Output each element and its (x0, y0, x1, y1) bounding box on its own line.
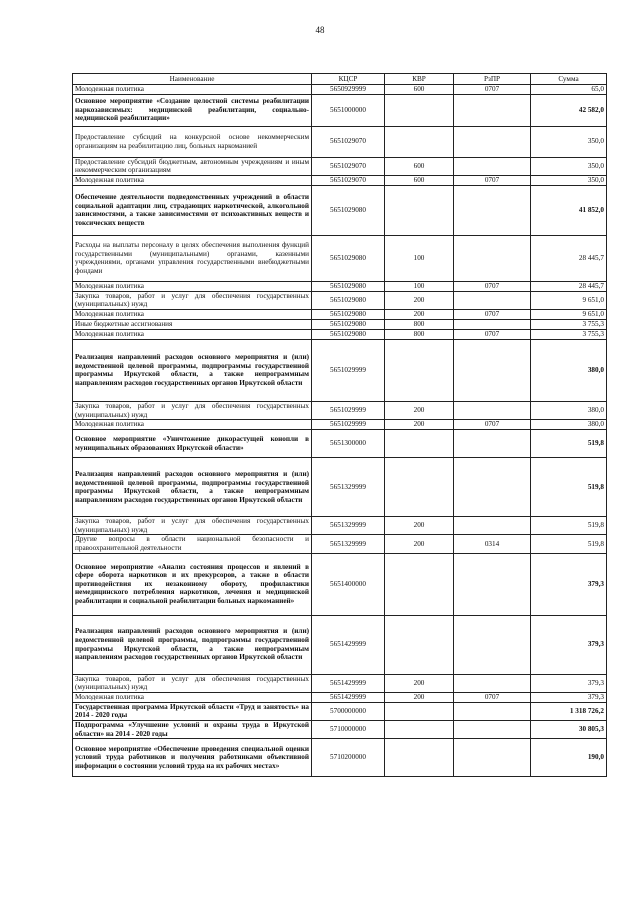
row-kvr-cell (385, 615, 454, 674)
row-kcsr-cell: 5650929999 (312, 85, 385, 95)
row-rppr-cell (454, 235, 531, 281)
table-row (73, 185, 607, 235)
row-kcsr-cell: 5651029070 (312, 126, 385, 157)
table-row (73, 720, 607, 738)
table-row (73, 535, 607, 553)
row-rppr-cell (454, 553, 531, 615)
row-rppr-cell (454, 674, 531, 692)
row-name-cell: Закупка товаров, работ и услуг для обеспечения государственных (муниципальных) нужд (73, 517, 312, 535)
table-row (73, 615, 607, 674)
row-rppr-cell (454, 702, 531, 720)
row-rppr-cell (454, 430, 531, 458)
row-name-cell: Молодежная политика (73, 329, 312, 339)
row-kcsr-cell: 5651000000 (312, 94, 385, 126)
row-name-cell: Молодежная политика (73, 281, 312, 291)
row-kcsr-cell: 5651029080 (312, 309, 385, 319)
row-kcsr-cell: 5651029999 (312, 401, 385, 419)
table-row (73, 175, 607, 185)
table-row (73, 401, 607, 419)
row-kvr-cell: 200 (385, 401, 454, 419)
row-kvr-cell: 200 (385, 535, 454, 553)
row-kcsr-cell: 5651029080 (312, 329, 385, 339)
row-sum-cell: 28 445,7 (531, 281, 607, 291)
row-rppr-cell (454, 291, 531, 309)
table-row (73, 553, 607, 615)
row-rppr-cell: 0707 (454, 420, 531, 430)
row-sum-cell: 519,8 (531, 535, 607, 553)
row-kvr-cell: 200 (385, 517, 454, 535)
row-rppr-cell (454, 185, 531, 235)
row-sum-cell: 350,0 (531, 175, 607, 185)
table-row (73, 85, 607, 95)
row-rppr-cell: 0707 (454, 281, 531, 291)
row-sum-cell: 350,0 (531, 126, 607, 157)
row-rppr-cell (454, 739, 531, 777)
row-kcsr-cell: 5651329999 (312, 517, 385, 535)
row-name-cell: Реализация направлений расходов основного мероприятия и (или) ведомственной целевой программы, подпрограммы государственной программы Иркутской области, а также непрограммным направлениям расходов государственных органов Иркутской области (73, 339, 312, 401)
row-rppr-cell (454, 401, 531, 419)
row-kcsr-cell: 5651300000 (312, 430, 385, 458)
row-kvr-cell: 100 (385, 235, 454, 281)
row-name-cell: Основное мероприятие «Создание целостной системы реабилитации наркозависимых: медицинской реабилитации, социально-медицинской реабилитации» (73, 94, 312, 126)
row-rppr-cell: 0707 (454, 329, 531, 339)
row-kcsr-cell: 5651029080 (312, 235, 385, 281)
row-rppr-cell: 0707 (454, 175, 531, 185)
row-kvr-cell (385, 185, 454, 235)
row-name-cell: Обеспечение деятельности подведомственных учреждений в области социальной адаптации лиц, страдающих наркотической, алкогольной зависимостями, а также зависимостями от психоактивных веществ и токсических веществ (73, 185, 312, 235)
row-name-cell: Закупка товаров, работ и услуг для обеспечения государственных (муниципальных) нужд (73, 291, 312, 309)
table-header-row (73, 74, 607, 85)
table-row (73, 235, 607, 281)
row-rppr-cell (454, 94, 531, 126)
row-name-cell: Реализация направлений расходов основного мероприятия и (или) ведомственной целевой программы, подпрограммы государственной программы Иркутской области, а также непрограммным направлениям расходов государственных органов Иркутской области (73, 458, 312, 517)
table-row (73, 319, 607, 329)
row-name-cell: Предоставление субсидий на конкурсной основе некоммерческим организациям на реабилитацию лиц, больных наркоманией (73, 126, 312, 157)
column-header-rppr: РзПР (454, 74, 531, 85)
row-sum-cell: 379,3 (531, 692, 607, 702)
row-name-cell: Расходы на выплаты персоналу в целях обеспечения выполнения функций государственными (муниципальными) органами, казенными учреждениями, органами управления государственными внебюджетными фондами (73, 235, 312, 281)
row-name-cell: Основное мероприятие «Анализ состояния процессов и явлений в сфере оборота наркотиков и их прекурсоров, а также в области противодействия их незаконному обороту, профилактики немедицинского потребления наркотиков, лечения и медицинской реабилитации и социальной реабилитации больных наркоманией» (73, 553, 312, 615)
row-kvr-cell (385, 94, 454, 126)
row-kcsr-cell: 5651029080 (312, 291, 385, 309)
table-row (73, 281, 607, 291)
row-sum-cell: 380,0 (531, 420, 607, 430)
row-name-cell: Основное мероприятие «Обеспечение проведения специальной оценки условий труда работников и получения работниками объективной информации о состоянии условий труда на их рабочих местах» (73, 739, 312, 777)
row-kcsr-cell: 5651029080 (312, 319, 385, 329)
row-kcsr-cell: 5651029070 (312, 157, 385, 175)
row-sum-cell: 42 582,0 (531, 94, 607, 126)
row-rppr-cell: 0707 (454, 85, 531, 95)
column-header-name: Наименование (73, 74, 312, 85)
row-kcsr-cell: 5651429999 (312, 615, 385, 674)
row-sum-cell: 9 651,0 (531, 309, 607, 319)
row-name-cell: Предоставление субсидий бюджетным, автономным учреждениям и иным некоммерческим организациям (73, 157, 312, 175)
row-name-cell: Подпрограмма «Улучшение условий и охраны труда в Иркутской области» на 2014 - 2020 годы (73, 720, 312, 738)
row-sum-cell: 3 755,3 (531, 319, 607, 329)
row-name-cell: Закупка товаров, работ и услуг для обеспечения государственных (муниципальных) нужд (73, 401, 312, 419)
row-kvr-cell: 200 (385, 674, 454, 692)
column-header-kvr: КВР (385, 74, 454, 85)
row-kcsr-cell: 5651029999 (312, 420, 385, 430)
row-name-cell: Молодежная политика (73, 85, 312, 95)
table-row (73, 157, 607, 175)
page-number: 48 (315, 25, 325, 35)
row-sum-cell: 3 755,3 (531, 329, 607, 339)
row-kvr-cell (385, 339, 454, 401)
row-name-cell: Молодежная политика (73, 309, 312, 319)
row-kvr-cell (385, 553, 454, 615)
row-kcsr-cell: 5651429999 (312, 692, 385, 702)
row-kvr-cell: 100 (385, 281, 454, 291)
row-name-cell: Молодежная политика (73, 420, 312, 430)
row-rppr-cell: 0314 (454, 535, 531, 553)
row-kcsr-cell: 5710000000 (312, 720, 385, 738)
row-sum-cell: 380,0 (531, 339, 607, 401)
row-rppr-cell (454, 517, 531, 535)
table-row (73, 517, 607, 535)
row-kvr-cell (385, 739, 454, 777)
table-row (73, 430, 607, 458)
table-row (73, 126, 607, 157)
row-kcsr-cell: 5710200000 (312, 739, 385, 777)
row-rppr-cell (454, 319, 531, 329)
row-kcsr-cell: 5651029999 (312, 339, 385, 401)
row-kcsr-cell: 5651029080 (312, 185, 385, 235)
row-name-cell: Молодежная политика (73, 692, 312, 702)
column-header-kcsr: КЦСР (312, 74, 385, 85)
table-row (73, 692, 607, 702)
row-kcsr-cell: 5651329999 (312, 458, 385, 517)
row-sum-cell: 519,8 (531, 517, 607, 535)
row-sum-cell: 28 445,7 (531, 235, 607, 281)
row-kvr-cell: 200 (385, 420, 454, 430)
row-kcsr-cell: 5651400000 (312, 553, 385, 615)
table-row (73, 458, 607, 517)
row-kvr-cell: 600 (385, 85, 454, 95)
row-rppr-cell: 0707 (454, 309, 531, 319)
row-name-cell: Основное мероприятие «Уничтожение дикорастущей конопли в муниципальных образованиях Иркутской области» (73, 430, 312, 458)
table-row (73, 94, 607, 126)
row-name-cell: Реализация направлений расходов основного мероприятия и (или) ведомственной целевой программы, подпрограммы государственной программы Иркутской области, а также непрограммным направлениям расходов государственных органов Иркутской области (73, 615, 312, 674)
row-sum-cell: 519,8 (531, 458, 607, 517)
table-row (73, 702, 607, 720)
table-row (73, 329, 607, 339)
row-sum-cell: 190,0 (531, 739, 607, 777)
row-kvr-cell (385, 702, 454, 720)
row-sum-cell: 379,3 (531, 615, 607, 674)
row-kcsr-cell: 5651429999 (312, 674, 385, 692)
column-header-sum: Сумма (531, 74, 607, 85)
table-row (73, 339, 607, 401)
row-name-cell: Другие вопросы в области национальной безопасности и правоохранительной деятельности (73, 535, 312, 553)
row-kvr-cell: 200 (385, 309, 454, 319)
row-rppr-cell (454, 339, 531, 401)
row-sum-cell: 379,3 (531, 674, 607, 692)
row-kcsr-cell: 5651029070 (312, 175, 385, 185)
row-rppr-cell (454, 126, 531, 157)
row-sum-cell: 41 852,0 (531, 185, 607, 235)
row-kvr-cell: 200 (385, 692, 454, 702)
row-kvr-cell (385, 458, 454, 517)
row-sum-cell: 65,0 (531, 85, 607, 95)
row-kvr-cell (385, 720, 454, 738)
row-kvr-cell: 800 (385, 329, 454, 339)
table-row (73, 420, 607, 430)
row-sum-cell: 380,0 (531, 401, 607, 419)
row-name-cell: Иные бюджетные ассигнования (73, 319, 312, 329)
row-sum-cell: 519,8 (531, 430, 607, 458)
row-rppr-cell (454, 720, 531, 738)
table-row (73, 291, 607, 309)
row-sum-cell: 350,0 (531, 157, 607, 175)
table-row (73, 739, 607, 777)
row-kcsr-cell: 5651329999 (312, 535, 385, 553)
row-rppr-cell: 0707 (454, 692, 531, 702)
row-kcsr-cell: 5651029080 (312, 281, 385, 291)
row-sum-cell: 30 805,3 (531, 720, 607, 738)
row-kcsr-cell: 5700000000 (312, 702, 385, 720)
row-sum-cell: 1 318 726,2 (531, 702, 607, 720)
row-kvr-cell: 200 (385, 291, 454, 309)
row-name-cell: Государственная программа Иркутской области «Труд и занятость» на 2014 - 2020 годы (73, 702, 312, 720)
row-rppr-cell (454, 615, 531, 674)
row-kvr-cell: 600 (385, 175, 454, 185)
row-sum-cell: 379,3 (531, 553, 607, 615)
row-sum-cell: 9 651,0 (531, 291, 607, 309)
row-kvr-cell (385, 430, 454, 458)
row-rppr-cell (454, 157, 531, 175)
budget-table (72, 73, 607, 777)
row-name-cell: Закупка товаров, работ и услуг для обеспечения государственных (муниципальных) нужд (73, 674, 312, 692)
table-row (73, 674, 607, 692)
row-kvr-cell: 600 (385, 157, 454, 175)
row-name-cell: Молодежная политика (73, 175, 312, 185)
row-rppr-cell (454, 458, 531, 517)
row-kvr-cell: 800 (385, 319, 454, 329)
row-kvr-cell (385, 126, 454, 157)
table-row (73, 309, 607, 319)
